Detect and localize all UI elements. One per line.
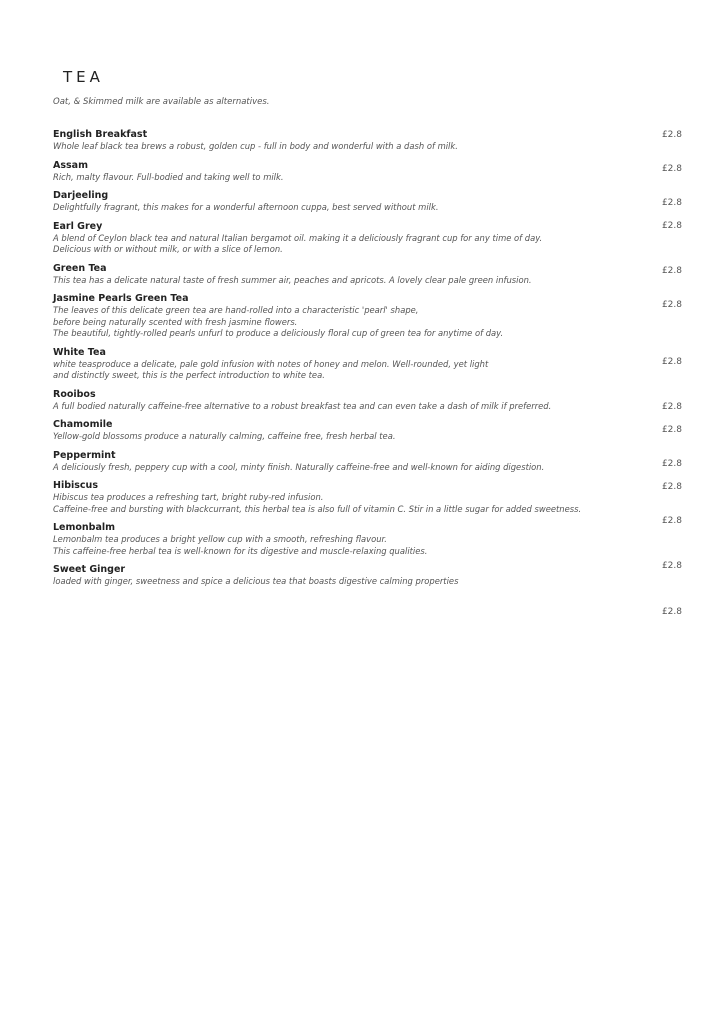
item-description: A deliciously fresh, peppery cup with a cool, minty finish. Naturally caffeine-free and well-known for aiding digestion. <box>53 461 545 472</box>
item-name: Hibiscus <box>53 480 98 491</box>
menu-item <box>53 450 653 474</box>
price-label: £2.8 <box>661 425 682 435</box>
menu-item <box>53 221 653 256</box>
milk-alternatives-note: Oat, & Skimmed milk are available as alternatives. <box>53 97 270 107</box>
item-description: The leaves of this delicate green tea are hand-rolled into a characteristic 'pearl' shape, <box>53 305 419 315</box>
price-label: £2.8 <box>661 130 682 140</box>
price-label: £2.8 <box>661 221 682 231</box>
item-name: Assam <box>53 159 88 171</box>
menu-item <box>53 129 653 153</box>
item-name: Lemonbalm <box>53 522 116 533</box>
item-name: White Tea <box>53 346 106 358</box>
price-label: £2.8 <box>661 482 682 492</box>
item-description: before being naturally scented with fresh jasmine flowers. <box>53 316 298 327</box>
item-name: Jasmine Pearls Green Tea <box>53 293 189 304</box>
menu-item <box>53 293 653 340</box>
price-column <box>642 0 682 1024</box>
item-description: A full bodied naturally caffeine-free alternative to a robust breakfast tea and can even take a dash of milk if preferred. <box>53 400 552 411</box>
price-label: £2.8 <box>661 266 682 276</box>
menu-item <box>53 419 653 443</box>
item-description: Hibiscus tea produces a refreshing tart, bright ruby-red infusion. <box>53 492 324 502</box>
item-description: Delightfully fragrant, this makes for a wonderful afternoon cuppa, best served without milk. <box>53 202 439 212</box>
item-name: English Breakfast <box>53 129 148 140</box>
price-label: £2.8 <box>661 607 682 617</box>
item-description: white teasproduce a delicate, pale gold infusion with notes of honey and melon. Well-rounded, yet light <box>53 358 489 369</box>
tea-item-list <box>53 129 653 595</box>
item-description: This tea has a delicate natural taste of fresh summer air, peaches and apricots. A lovely clear pale green infusion. <box>53 274 532 285</box>
item-description: Rich, malty flavour. Full-bodied and taking well to milk. <box>53 171 284 182</box>
item-name: Darjeeling <box>53 190 109 201</box>
price-label: £2.8 <box>661 402 682 412</box>
menu-item <box>53 389 653 413</box>
menu-item <box>53 347 653 382</box>
item-description: This caffeine-free herbal tea is well-known for its digestive and muscle-relaxing qualities. <box>53 545 428 556</box>
item-name: Sweet Ginger <box>53 564 126 575</box>
item-description: The beautiful, tightly-rolled pearls unfurl to produce a deliciously floral cup of green tea for anytime of day. <box>53 328 504 338</box>
item-description: Lemonbalm tea produces a bright yellow cup with a smooth, refreshing flavour. <box>53 534 387 544</box>
item-name: Green Tea <box>53 262 107 274</box>
item-name: Rooibos <box>53 388 96 400</box>
item-name: Earl Grey <box>53 220 103 232</box>
price-label: £2.8 <box>661 561 682 571</box>
menu-item <box>53 263 653 287</box>
price-label: £2.8 <box>661 300 682 310</box>
item-description: loaded with ginger, sweetness and spice a delicious tea that boasts digestive calming properties <box>53 576 459 586</box>
menu-item <box>53 564 653 588</box>
menu-item <box>53 522 653 557</box>
item-description: Delicious with or without milk, or with a slice of lemon. <box>53 244 283 254</box>
menu-item <box>53 160 653 184</box>
menu-title: TEA <box>63 68 104 86</box>
price-label: £2.8 <box>661 459 682 469</box>
price-label: £2.8 <box>661 357 682 367</box>
menu-item <box>53 480 653 515</box>
item-name: Chamomile <box>53 419 113 430</box>
item-name: Peppermint <box>53 449 116 461</box>
item-description: Whole leaf black tea brews a robust, golden cup - full in body and wonderful with a dash of milk. <box>53 141 458 151</box>
item-description: and distinctly sweet, this is the perfect introduction to white tea. <box>53 370 325 380</box>
item-description: A blend of Ceylon black tea and natural Italian bergamot oil. making it a deliciously fragrant cup for any time of day. <box>53 232 543 243</box>
price-label: £2.8 <box>661 198 682 208</box>
price-label: £2.8 <box>661 516 682 526</box>
menu-item <box>53 190 653 214</box>
item-description: Caffeine-free and bursting with blackcurrant, this herbal tea is also full of vitamin C. Stir in a little sugar for added sweetness. <box>53 503 582 514</box>
price-label: £2.8 <box>661 164 682 174</box>
item-description: Yellow-gold blossoms produce a naturally calming, caffeine free, fresh herbal tea. <box>53 431 396 441</box>
